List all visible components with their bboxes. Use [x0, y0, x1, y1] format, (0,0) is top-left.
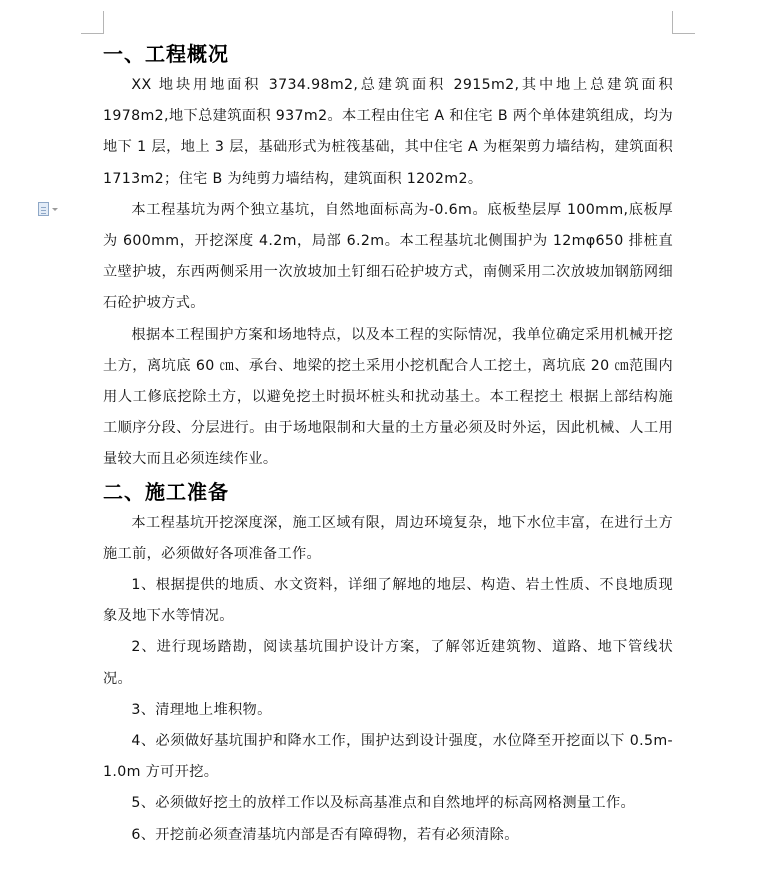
list-item-paragraph: 2、进行现场踏勘，阅读基坑围护设计方案，了解邻近建筑物、道路、地下管线状况。 — [103, 639, 673, 687]
section-heading-preparation: 二、施工准备 — [103, 479, 229, 504]
dropdown-caret-icon — [52, 208, 58, 211]
page-corner-mark-top-left — [81, 11, 104, 34]
list-item-paragraph: 5、必须做好挖土的放样工作以及标高基准点和自然地坪的标高网格测量工作。 — [131, 795, 636, 812]
document-body — [103, 38, 673, 851]
section-heading-overview: 一、工程概况 — [103, 42, 229, 66]
page-corner-mark-top-right — [672, 11, 695, 34]
body-paragraph: 根据本工程围护方案和场地特点，以及本工程的实际情况，我单位确定采用机械开挖土方，离坑底 60 ㎝、承台、地梁的挖土采用小挖机配合人工挖土，离坑底 20 ㎝范围内用人工修底挖除土方，以避免挖土时损坏桩头和扰动基土。本工程挖土 根据上部结构施工顺序分段、分层进行。由于场地限制和大量的土方量必须及时外运，因此机械、人工用量较大而且必须连续作业。 — [103, 326, 673, 468]
body-paragraph: 本工程基坑开挖深度深，施工区域有限，周边环境复杂，地下水位丰富，在进行土方施工前，必须做好各项准备工作。 — [103, 514, 673, 562]
body-paragraph: XX 地块用地面积 3734.98m2,总建筑面积 2915m2,其中地上总建筑面积 1978m2,地下总建筑面积 937m2。本工程由住宅 A 和住宅 B 两个单体建筑组成，均为地下 1 层，地上 3 层，基础形式为桩筏基础，其中住宅 A 为框架剪力墙结构，建筑面积 1713m2；住宅 B 为纯剪力墙结构，建筑面积 1202m2。 — [103, 77, 673, 187]
body-paragraph: 本工程基坑为两个独立基坑，自然地面标高为-0.6m。底板垫层厚 100mm,底板厚为 600mm，开挖深度 4.2m，局部 6.2m。本工程基坑北侧围护为 12mφ650 排桩直立壁护坡，东西两侧采用一次放坡加土钉细石砼护坡方式，南侧采用二次放坡加钢筋网细石砼护坡方式。 — [103, 201, 673, 312]
list-item-paragraph: 4、必须做好基坑围护和降水工作，围护达到设计强度，水位降至开挖面以下 0.5m-1.0m 方可开挖。 — [103, 733, 673, 781]
document-icon — [38, 202, 49, 216]
list-item-paragraph: 1、根据提供的地质、水文资料，详细了解地的地层、构造、岩土性质、不良地质现象及地下水等情况。 — [103, 577, 673, 625]
list-item-paragraph: 6、开挖前必须查清基坑内部是否有障碍物，若有必须清除。 — [131, 826, 519, 843]
paragraph-options-button[interactable] — [38, 201, 64, 217]
list-item-paragraph: 3、清理地上堆积物。 — [131, 701, 272, 718]
